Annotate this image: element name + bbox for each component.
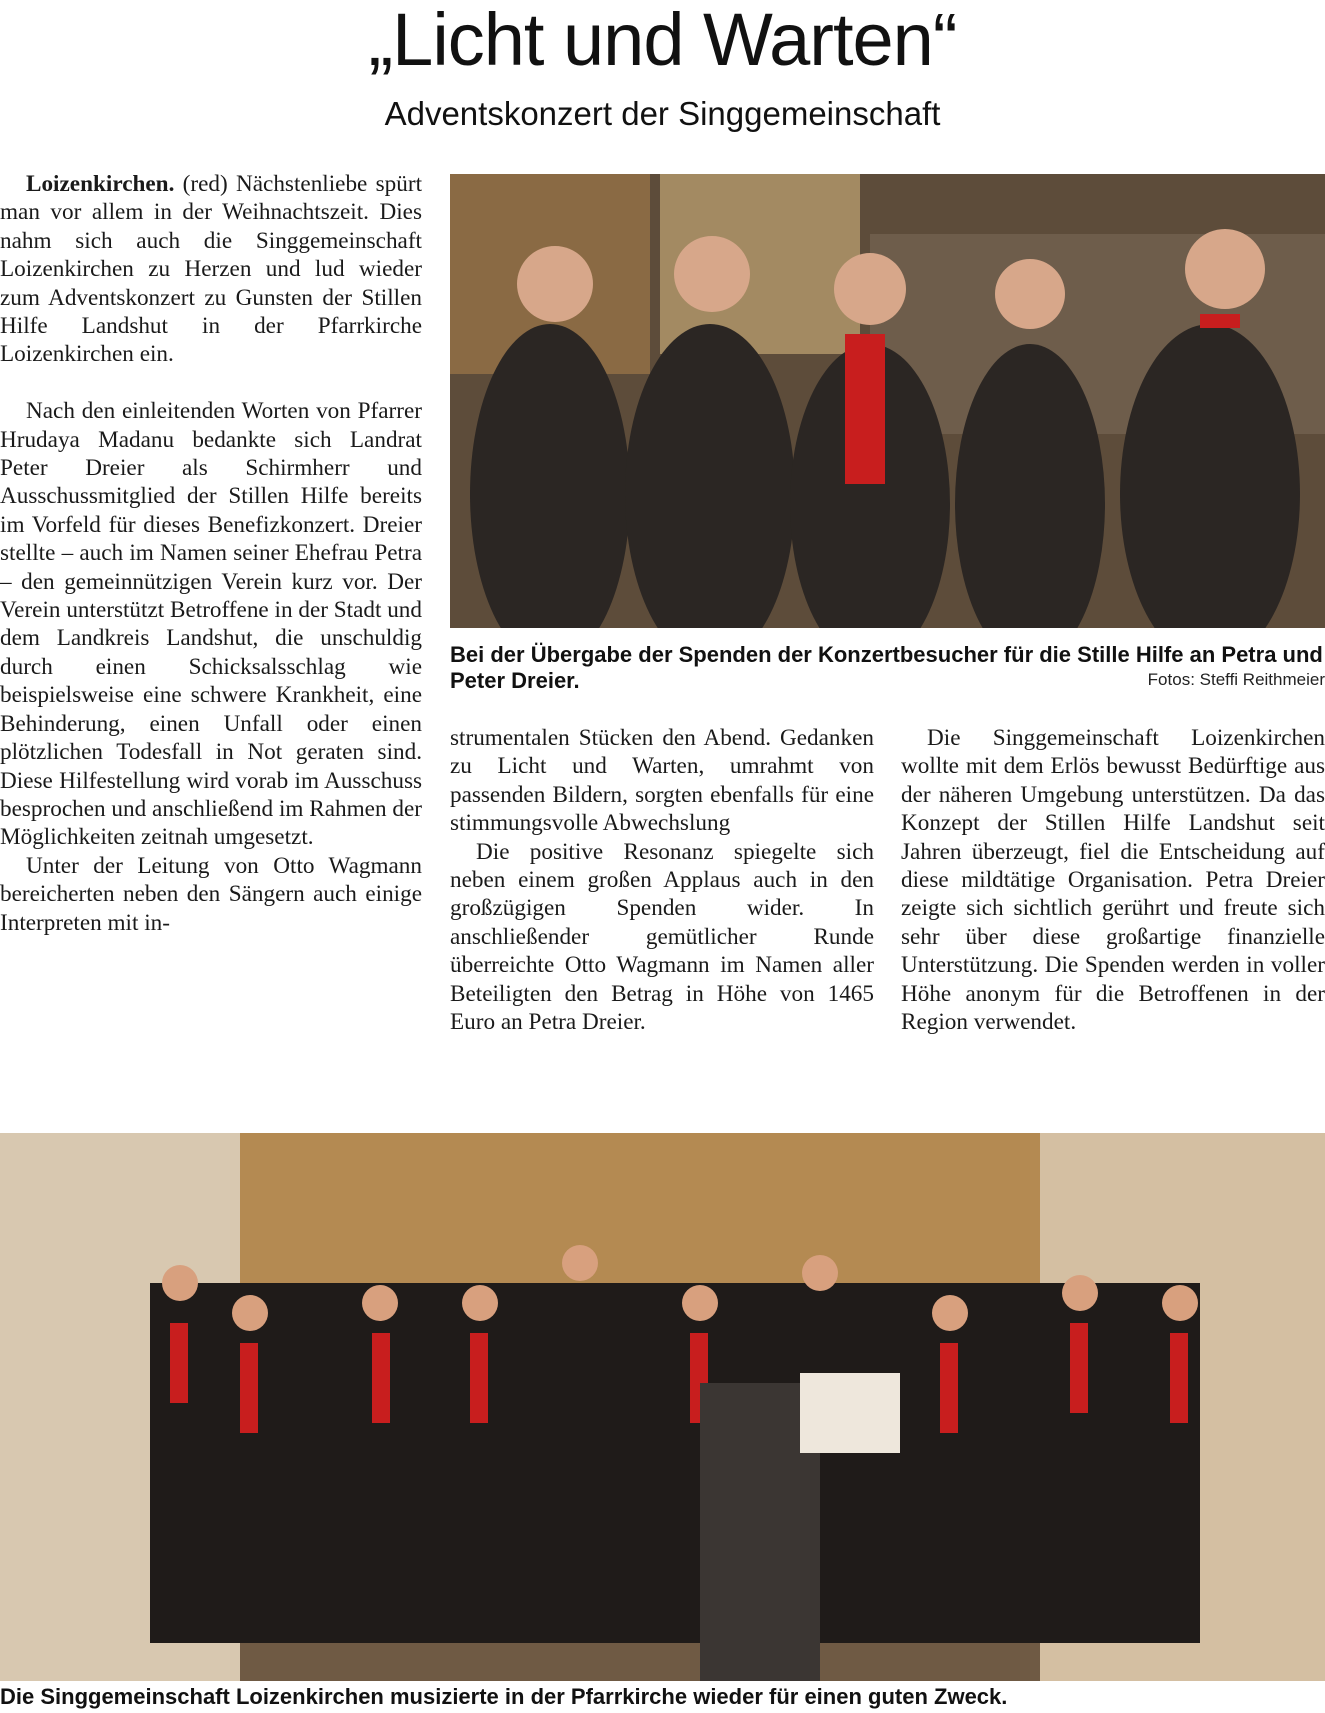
intro-text: (red) Nächstenliebe spürt man vor allem in der Weihnachtszeit. Dies nahm sich auch die Singgemeinschaft Loizenkirchen zu Herzen und lud wieder zum Adventskonzert zu Gunsten der Stillen Hilfe Landshut in der Pfarrkirche Loizenkirchen ein. <box>0 171 423 368</box>
photo-illustration <box>450 174 1325 628</box>
text-column-3 <box>901 724 1325 1036</box>
paragraph-2: Nach den einleitenden Worten von Pfarrer Hrudaya Madanu bedankte sich Landrat Peter Dreier als Schirmherr und Ausschussmitglied der Stillen Hilfe bereits im Vorfeld für dieses Benefizkonzert. Dreier stellte – auch im Namen seiner Ehefrau Petra – den gemeinnützigen Verein kurz vor. Der Verein unterstützt Betroffene in der Stadt und dem Landkreis Landshut, die unschuldig durch einen Schicksalsschlag wie beispielsweise eine schwere Krankheit, eine Behinderung, einen Unfall oder einen plötzlichen Todesfall in Not geraten sind. Diese Hilfestellung wird vorab im Ausschuss besprochen und anschließend im Rahmen der Möglichkeiten zeitnah umgesetzt. <box>0 398 422 851</box>
photo-illustration-choir <box>0 1133 1325 1681</box>
paragraph-5: Die Singgemeinschaft Loizenkirchen wollte mit dem Erlös bewusst Bedürftige aus der näheren Umgebung unterstützen. Da das Konzept der Stillen Hilfe Landshut seit Jahren überzeugt, fiel die Entscheidung auf diese mildtätige Organisation. Petra Dreier zeigte sich sichtlich gerührt und freute sich sehr über diese großartige finanzielle Unterstützung. Die Spenden werden in voller Höhe anonym für die Betroffenen in der Region verwendet. <box>901 725 1325 1036</box>
photo-credit: Fotos: Steffi Reithmeier <box>1147 670 1325 689</box>
paragraph-4: Die positive Resonanz spiegelte sich neben einem großen Applaus auch in den großzügigen Spenden wider. In anschließender gemütlicher Runde überreichte Otto Wagmann im Namen aller Beteiligten den Betrag in Höhe von 1465 Euro an Petra Dreier. <box>450 838 874 1036</box>
paragraph-intro <box>0 170 422 369</box>
photo-caption-bottom: Die Singgemeinschaft Loizenkirchen musizierte in der Pfarrkirche wieder für einen guten Zweck. <box>0 1684 1008 1709</box>
text-column-1 <box>0 170 422 937</box>
text-column-2 <box>450 724 874 1036</box>
paragraph-3-end: strumentalen Stücken den Abend. Gedanken zu Licht und Warten, umrahmt von passenden Bildern, sorgten ebenfalls für eine stimmungsvolle Abwechslung <box>450 725 874 837</box>
donation-handover-photo <box>450 174 1325 628</box>
photo-caption-top: Bei der Übergabe der Spenden der Konzertbesucher für die Stille Hilfe an Petra und Peter Dreier. <box>450 642 1323 693</box>
paragraph-3-start: Unter der Leitung von Otto Wagmann bereicherten neben den Sängern auch einige Interpreten mit in- <box>0 852 422 936</box>
choir-concert-photo <box>0 1133 1325 1681</box>
headline: „Licht und Warten“ <box>368 0 957 81</box>
dateline: Loizenkirchen. <box>26 171 175 197</box>
subheadline: Adventskonzert der Singgemeinschaft <box>384 95 941 132</box>
